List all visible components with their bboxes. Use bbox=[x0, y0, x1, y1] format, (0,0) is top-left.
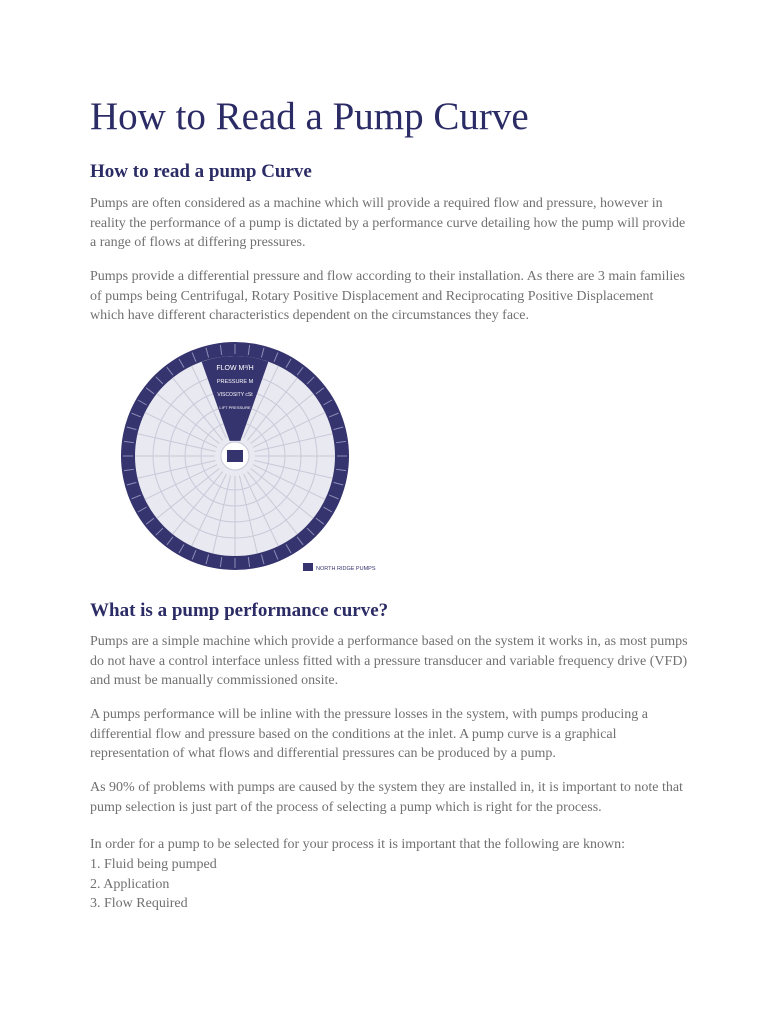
page-title: How to Read a Pump Curve bbox=[90, 95, 529, 138]
wedge-label: PRESSURE M bbox=[216, 379, 254, 385]
list-item: 2. Application bbox=[90, 876, 170, 892]
hub-logo-icon bbox=[227, 450, 243, 462]
wedge-label: LIFT PRESSURE bbox=[219, 405, 251, 410]
paragraph: Pumps are a simple machine which provide a performance based on the system it works in, as most pumps do not have a control interface unless fitted with a pressure transducer and variable frequency drive (VFD) and must be manually commissioned onsite. bbox=[90, 634, 688, 688]
paragraph: Pumps are often considered as a machine which will provide a required flow and pressure, however in reality the performance of a pump is dictated by a performance curve detailing how the pump will provide a range of flows at differing pressures. bbox=[90, 196, 686, 250]
paragraph: A pumps performance will be inline with the pressure losses in the system, with pumps producing a differential flow and pressure based on the conditions at the inlet. A pump curve is a graphical representation of what flows and differential pressures can be produced by a pump. bbox=[90, 707, 648, 761]
paragraph: In order for a pump to be selected for your process it is important that the following are known: bbox=[90, 837, 625, 852]
list-item: 1. Fluid being pumped bbox=[90, 857, 217, 872]
pump-wheel-graphic bbox=[90, 336, 376, 578]
wedge-label: FLOW M³/H bbox=[216, 365, 254, 372]
requirements-list bbox=[90, 855, 217, 914]
brand-logo-icon bbox=[303, 563, 313, 571]
pump-wheel-figure bbox=[90, 336, 376, 578]
paragraph: As 90% of problems with pumps are caused by the system they are installed in, it is important to note that pump selection is just part of the process of selecting a pump which is right for the process. bbox=[90, 780, 683, 815]
list-item: 3. Flow Required bbox=[90, 896, 188, 911]
section-heading-read-pump-curve: How to read a pump Curve bbox=[90, 161, 312, 182]
paragraph: Pumps provide a differential pressure and flow according to their installation. As there are 3 main families of pumps being Centrifugal, Rotary Positive Displacement and Reciprocating Positive Displacement which have different characteristics dependent on the circumstances they face. bbox=[90, 269, 685, 323]
brand-label: NORTH RIDGE PUMPS bbox=[316, 566, 376, 572]
wedge-label: VISCOSITY cSt bbox=[217, 392, 253, 398]
section-heading-performance-curve: What is a pump performance curve? bbox=[90, 600, 389, 621]
